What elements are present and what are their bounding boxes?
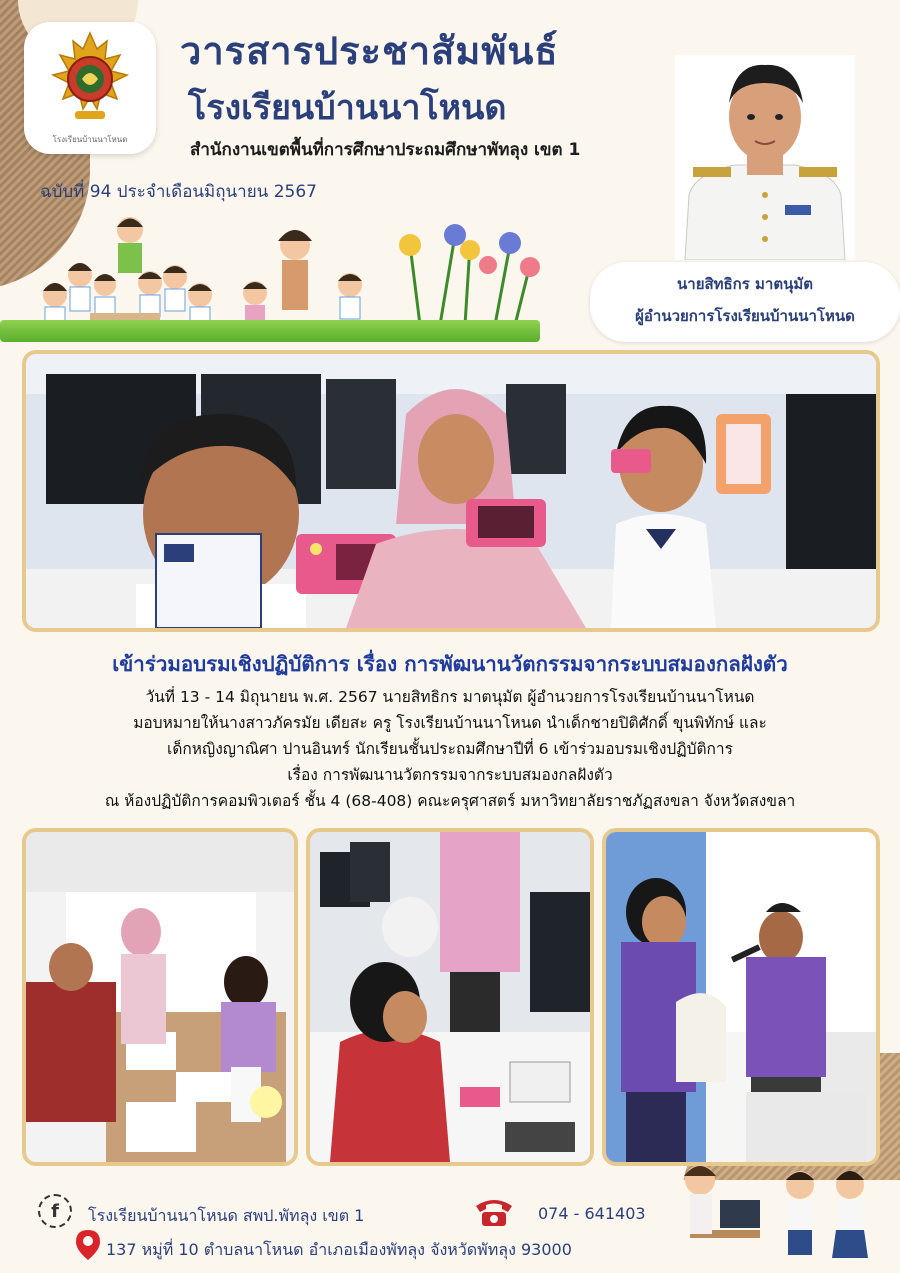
school-address: 137 หมู่ที่ 10 ตำบลนาโหนด อำเภอเมืองพัทลุง จังหวัดพัทลุง 93000 (106, 1240, 572, 1259)
photo-main-activity (22, 350, 880, 632)
director-portrait (675, 55, 855, 260)
photo-bottom-3 (602, 828, 880, 1166)
article-line: เรื่อง การพัฒนานวัตกรรมจากระบบสมองกลฝังตัว (287, 766, 613, 784)
article-body (0, 684, 900, 814)
facebook-icon: f (38, 1194, 72, 1228)
photo-main-illustration (26, 354, 876, 628)
facebook-page-name: โรงเรียนบ้านนาโหนด สพป.พัทลุง เขต 1 (88, 1206, 365, 1225)
school-logo (24, 22, 156, 154)
emblem-icon (45, 31, 135, 131)
article-headline: เข้าร่วมอบรมเชิงปฏิบัติการ เรื่อง การพัฒนานวัตกรรมจากระบบสมองกลฝังตัว (112, 652, 788, 676)
issue-number: ฉบับที่ 94 ประจำเดือนมิถุนายน 2567 (40, 182, 317, 202)
photo-bottom-1 (22, 828, 298, 1166)
logo-caption: โรงเรียนบ้านนาโหนด (52, 134, 128, 144)
photo-presentation-illustration (606, 832, 876, 1162)
article-line: มอบหมายให้นางสาวภัครมัย เดียสะ ครู โรงเรียนบ้านนาโหนด นำเด็กชายปิติศักดิ์ ขุนพิทักษ์ และ (133, 714, 767, 732)
footer-cartoon-kids (670, 1150, 900, 1273)
article-line: วันที่ 13 - 14 มิถุนายน พ.ศ. 2567 นายสิทธิกร มาตนุมัต ผู้อำนวยการโรงเรียนบ้านนาโหนด (145, 688, 755, 706)
school-name: โรงเรียนบ้านนาโหนด (188, 88, 507, 128)
photo-workshop-illustration (310, 832, 590, 1162)
telephone-icon (472, 1194, 516, 1228)
director-position: ผู้อำนวยการโรงเรียนบ้านนาโหนด (635, 307, 855, 325)
photo-registration-illustration (26, 832, 294, 1162)
article-line: เด็กหญิงญาณิศา ปานอินทร์ นักเรียนชั้นประถมศึกษาปีที่ 6 เข้าร่วมอบรมเชิงปฏิบัติการ (167, 740, 733, 758)
grass-strip (0, 320, 540, 342)
education-office: สำนักงานเขตพื้นที่การศึกษาประถมศึกษาพัทลุง เขต 1 (190, 140, 581, 160)
map-pin-icon (76, 1230, 100, 1260)
photo-bottom-2 (306, 828, 594, 1166)
article-line: ณ ห้องปฏิบัติการคอมพิวเตอร์ ชั้น 4 (68-408) คณะครุศาสตร์ มหาวิทยาลัยราชภัฏสงขลา จังหวัดสงขลา (104, 792, 796, 810)
newsletter-title: วารสารประชาสัมพันธ์ (180, 29, 559, 73)
director-name-card (590, 262, 900, 342)
director-name: นายสิทธิกร มาตนุมัต (677, 275, 813, 293)
phone-number: 074 - 641403 (538, 1204, 646, 1223)
